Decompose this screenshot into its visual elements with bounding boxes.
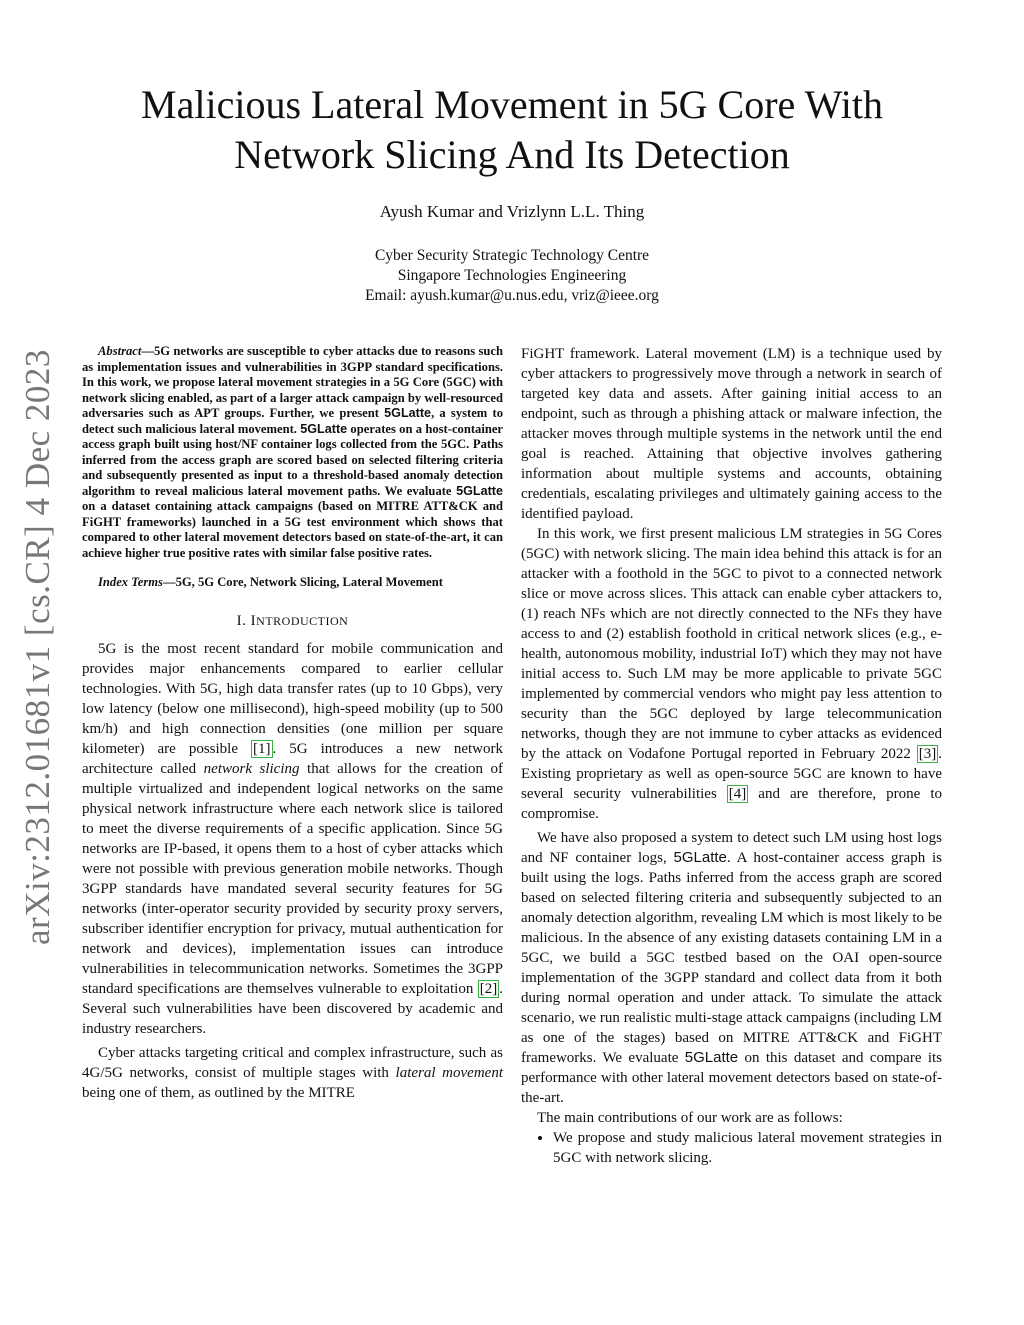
section-numeral: I. [236, 612, 251, 629]
citation-link[interactable]: [1] [253, 740, 271, 757]
text-run: . Several such vulnerabilities have been discovered by academic and industry researchers. [82, 980, 503, 1037]
left-column [82, 344, 503, 1103]
right-paragraph-2 [521, 524, 942, 824]
section-title-rest: NTRODUCTION [256, 613, 349, 628]
intro-paragraph-2 [82, 1043, 503, 1103]
citation-link[interactable]: [3] [918, 746, 937, 762]
contributions-list [521, 1128, 942, 1168]
index-terms-text: —5G, 5G Core, Network Slicing, Lateral Movement [162, 575, 443, 589]
affiliation-email: Email: ayush.kumar@u.nus.edu, vriz@ieee.org [365, 287, 659, 304]
paper-title [90, 80, 934, 180]
right-paragraph-4: The main contributions of our work are as follows: [537, 1110, 843, 1126]
text-run: and are therefore, prone to compromise. [521, 786, 942, 822]
text-run: . A host-container access graph is built using the logs. Paths inferred from the access graph are scored based on selected filtering criteria and subsequently subjected to an anomaly detection algorithm, revealing LM which is most likely to be malicious. In the absence of any existing datasets containing LM in a 5GC, we build a 5GC testbed based on the OAI open-source implementation of the 3GPP standard and collect data from it both during normal operation and under attack. To simulate the attack scenario, we run realistic multi-stage attack campaigns (including LM as one of the stages) based on MITRE ATT&CK and FiGHT frameworks. We evaluate [521, 850, 942, 1066]
system-name: 5GLatte [300, 421, 348, 436]
text-run: that allows for the creation of multiple virtualized and independent logical networks on the same physical network infrastructure where each network slice is tailored to meet the diverse requirements of a specific application. Since 5G networks are IP-based, it opens them to a host of cyber attacks which were not possible with previous generation mobile networks. Though 3GPP standards have mandated several security features for 5G networks (inter-operator security provided by security proxy servers, subscriber identifier encryption for privacy, mutual authentication for network and devices), implementation issues can introduce vulnerabilities in telecommunication networks. Sometimes the 3GPP standard specifications are themselves vulnerable to exploitation [82, 760, 503, 997]
emphasis-network-slicing: network slicing [203, 760, 300, 777]
affiliation-company: Singapore Technologies Engineering [397, 267, 627, 284]
intro-paragraph-1 [82, 639, 503, 1039]
abstract-label: Abstract [98, 344, 142, 358]
system-name: 5GLatte [684, 1049, 739, 1066]
abstract-text-4: on a dataset containing attack campaigns (based on MITRE ATT&CK and FiGHT frameworks) launched in a 5G test environment which shows that compared to other lateral movement detectors based on state-of-the-art, it can achieve higher true positive rates with similar false positive rates. [82, 499, 503, 560]
text-run: 5G is the most recent standard for mobile communication and provides major enhancements compared to earlier cellular technologies. With 5G, high data transfer rates (up to 10 Gbps), very low latency (below one millisecond), high-speed mobility (up to 500 km/h) and high connection densities (one million per square kilometer) are possible [82, 640, 503, 757]
text-run: . Existing proprietary as well as open-source 5GC are known to have several security vulnerabilities [521, 746, 942, 802]
index-terms-label: Index Terms [98, 575, 163, 589]
affiliation-centre: Cyber Security Strategic Technology Centre [374, 247, 650, 264]
system-name: 5GLatte [384, 406, 432, 420]
text-run: Cyber attacks targeting critical and complex infrastructure, such as 4G/5G networks, consist of multiple stages with [82, 1044, 503, 1081]
text-run: . 5G introduces a new network architecture called [82, 740, 503, 777]
arxiv-identifier-stamp: arXiv:2312.01681v1 [cs.CR] 4 Dec 2023 [18, 349, 57, 945]
section-title-initial: I [250, 612, 257, 629]
right-column [521, 344, 942, 1168]
section-heading-introduction [82, 611, 503, 631]
text-run: We have also proposed a system to detect such LM using host logs and NF container logs, [521, 830, 942, 866]
system-name: 5GLatte [673, 849, 727, 866]
right-paragraph-1: FiGHT framework. Lateral movement (LM) is a technique used by cyber attackers to progressively move through a network in search of targeted key data and assets. After gaining initial access to an endpoint, such as through a phishing attack or malware infection, the attacker moves through multiple systems in the network until the end goal is reached. Attaining that objective involves gathering information about multiple systems and accounts, obtaining credentials, escalating privileges and ultimately gaining access to the identified payload. [521, 346, 942, 522]
citation-link[interactable]: [2] [479, 980, 498, 997]
title-line-2: Network Slicing And Its Detection [234, 132, 790, 177]
citation-link[interactable]: [4] [728, 786, 747, 802]
text-run: on this dataset and compare its performance with other lateral movement detectors based on state-of-the-art. [521, 1050, 942, 1106]
affiliation-block [90, 246, 934, 306]
text-run: In this work, we first present malicious LM strategies in 5G Cores (5GC) with network slicing. The main idea behind this attack is for an attacker with a foothold in the 5GC to pivot to a connected network slice or move across slices. This attack can enable cyber attackers to, (1) reach NFs which are not directly connected to the NFs they have access to and (2) establish foothold in critical network slices (e.g., e-health, autonomous mobility, industrial IoT) which they may not have initial access to. Such LM may be more applicable to private 5GC implemented by commercial vendors who might pay less attention to security than the 5GC deployed by large telecommunication networks, though they are not immune to cyber attacks as evidenced by the attack on Vodafone Portugal reported in February 2022 [521, 526, 942, 762]
abstract-text-2: , a system to detect such malicious lateral movement. [82, 406, 503, 436]
system-name: 5GLatte [456, 483, 503, 498]
title-line-1: Malicious Lateral Movement in 5G Core With [141, 82, 883, 127]
abstract-text-3: operates on a host-container access graph built using host/NF container logs collected from the 5GC. Paths inferred from the access graph are scored based on selected filtering criteria and subsequently presented as input to a threshold-based anomaly detection algorithm to reveal malicious lateral movement paths. We evaluate [82, 421, 504, 498]
abstract-text-1: —5G networks are susceptible to cyber attacks due to reasons such as implementation issues and vulnerabilities in 3GPP standard specifications. In this work, we propose lateral movement strategies in a 5G Core (5GC) with network slicing enabled, as part of a larger attack campaign by well-resourced adversaries such as APT groups. Further, we present [82, 344, 503, 420]
author-list: Ayush Kumar and Vrizlynn L.L. Thing [379, 202, 645, 221]
index-terms [82, 575, 503, 591]
list-item: • We propose and study malicious lateral movement strategies in 5GC with network slicing. [553, 1128, 942, 1168]
right-paragraph-3 [521, 828, 942, 1108]
emphasis-lateral-movement: lateral movement [395, 1064, 503, 1081]
text-run: being one of them, as outlined by the MITRE [82, 1084, 355, 1101]
abstract [82, 344, 503, 561]
